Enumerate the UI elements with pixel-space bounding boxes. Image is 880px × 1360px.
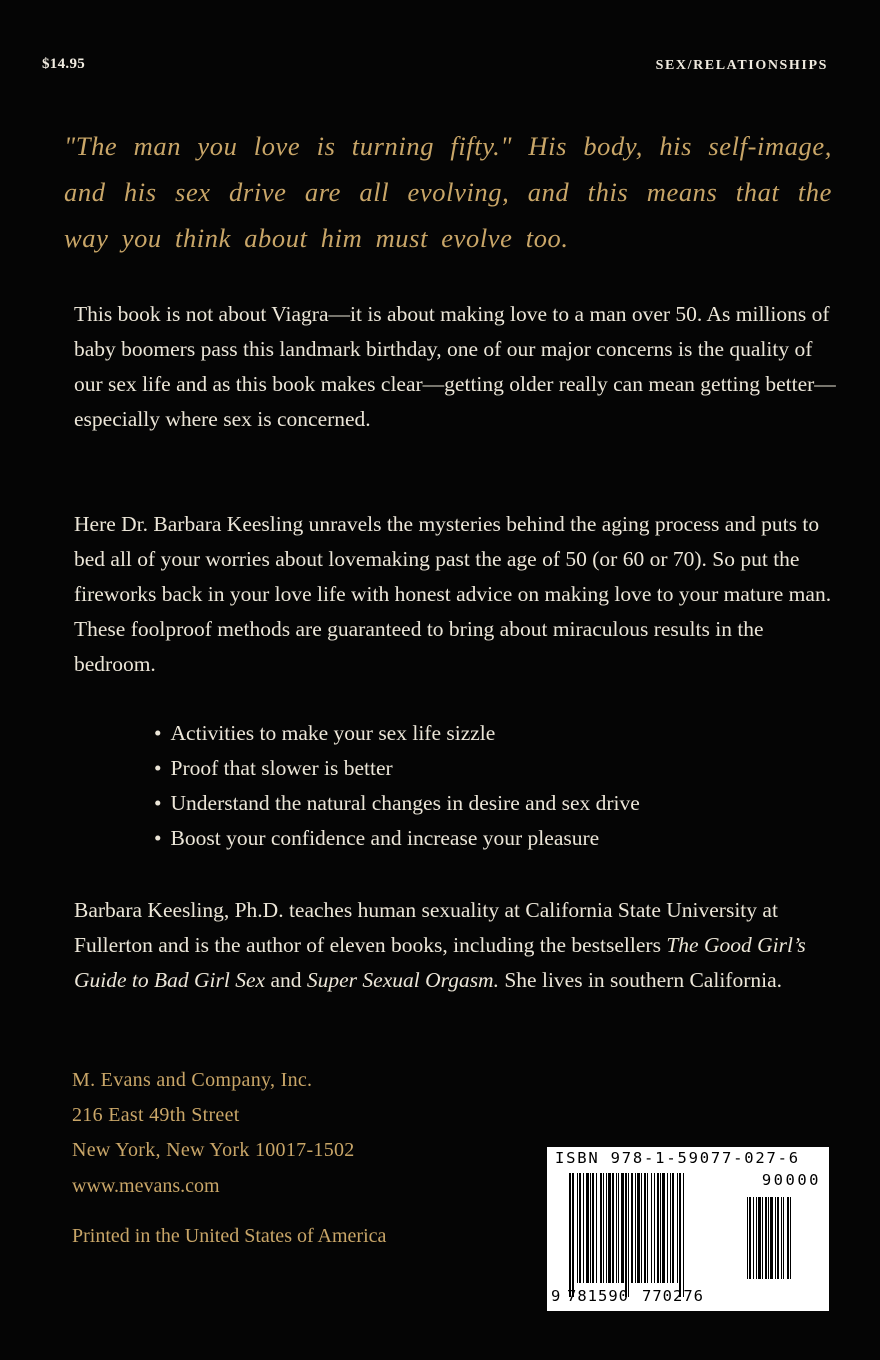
bio-text-2: She lives in southern California.: [498, 968, 783, 992]
book-title-2: Super Sexual Orgasm.: [306, 968, 499, 992]
feature-item: • Understand the natural changes in desire and sex drive: [154, 786, 640, 821]
feature-item: • Proof that slower is better: [154, 751, 640, 786]
feature-list: [154, 716, 640, 856]
isbn-barcode: [547, 1147, 829, 1311]
feature-item: • Activities to make your sex life sizzle: [154, 716, 640, 751]
price-label: $14.95: [42, 56, 86, 72]
bio-text-and: and: [265, 968, 307, 992]
publisher-city: New York, New York 10017-1502: [72, 1139, 355, 1161]
description-paragraph-2: Here Dr. Barbara Keesling unravels the mysteries behind the aging process and puts to bed all of your worries about lovemaking past the age of 50 (or 60 or 70). So put the fireworks back in your love life with honest advice on making love to your mature man. These foolproof methods are guaranteed to bring about miraculous results in the bedroom.: [74, 512, 832, 676]
printed-in-label: Printed in the United States of America: [72, 1225, 387, 1247]
barcode-bars-addon: [747, 1197, 821, 1297]
description-paragraph-1: This book is not about Viagra—it is about making love to a man over 50. As millions of baby boomers pass this landmark birthday, one of our major concerns is the quality of our sex life and as this book makes clear—getting older really can mean getting better—especially where sex is concerned.: [74, 302, 836, 431]
price-code: 90000: [761, 1171, 821, 1189]
barcode-bars-main: [569, 1173, 737, 1297]
barcode-digits-group-1: 781590: [567, 1287, 629, 1305]
publisher-name: M. Evans and Company, Inc.: [72, 1069, 313, 1091]
author-bio: [74, 893, 838, 998]
publisher-street: 216 East 49th Street: [72, 1104, 240, 1126]
tagline-quote: "The man you love is turning fifty." His body, his self-image, and his sex drive are all evolving, and this means that the way you think about him must evolve too.: [64, 131, 832, 253]
isbn-number: ISBN 978-1-59077-027-6: [555, 1149, 800, 1167]
book-title-1: The Good Girl’s Guide to Bad Girl Sex: [74, 933, 806, 992]
bio-text-1: Barbara Keesling, Ph.D. teaches human sexuality at California State University at Fullerton and is the author of eleven books, including the bestsellers: [74, 898, 778, 957]
publisher-address: [72, 1063, 355, 1168]
category-label: SEX/RELATIONSHIPS: [655, 58, 828, 73]
barcode-digits-group-2: 770276: [642, 1287, 704, 1305]
publisher-website[interactable]: www.mevans.com: [72, 1175, 220, 1197]
feature-item: • Boost your confidence and increase your pleasure: [154, 821, 640, 856]
barcode-digit-first: 9: [551, 1287, 562, 1305]
